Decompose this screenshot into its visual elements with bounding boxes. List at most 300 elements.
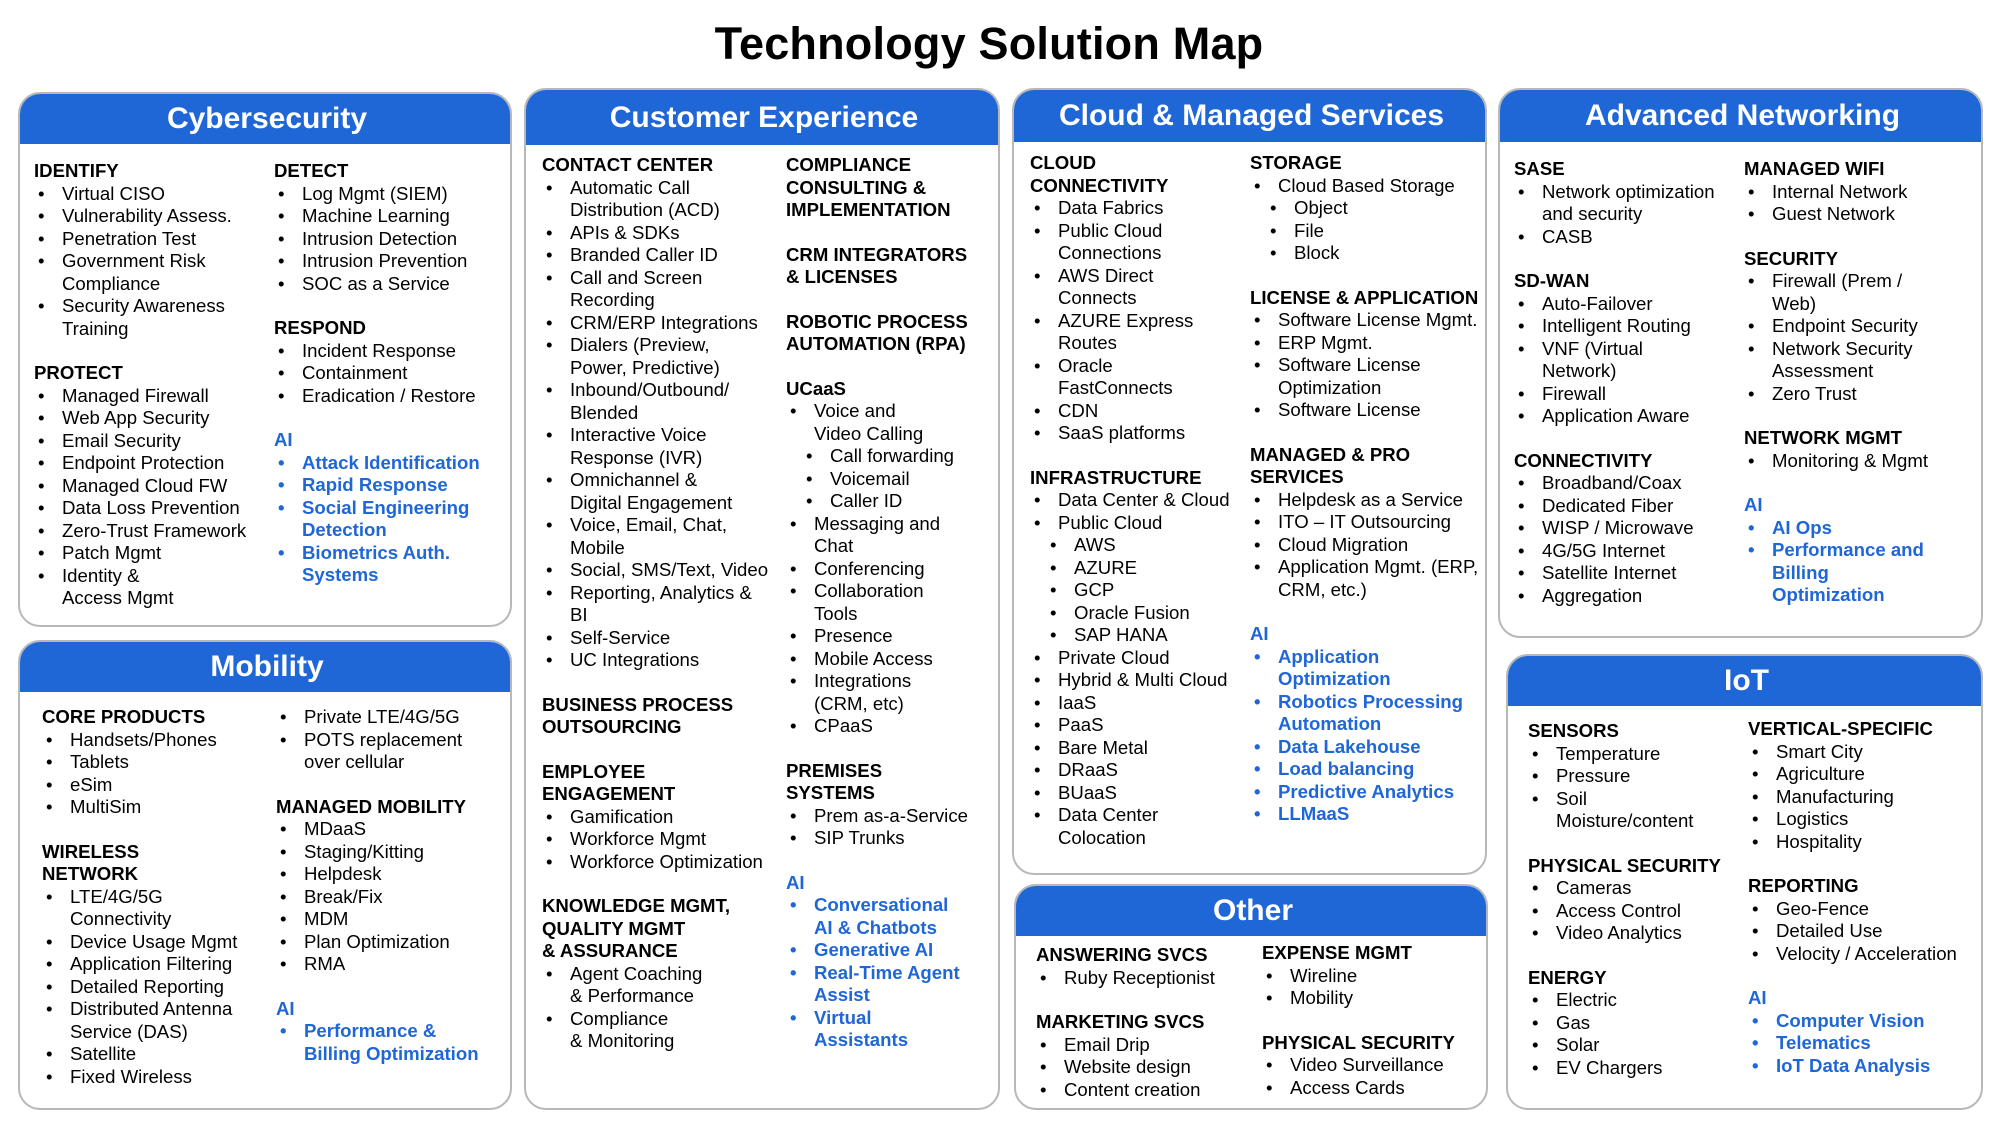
list-item [276,863,510,886]
bullet-icon: • [806,490,813,511]
panel-iot-column-2 [1748,718,1983,1077]
list-item [274,273,510,296]
section-robotic-process-automation-rpa [786,311,1000,356]
panel-header-advanced-networking: Advanced Networking [1500,90,1983,142]
panel-other-column-2 [1262,942,1488,1099]
bullet-icon: • [1532,787,1539,809]
bullet-icon: • [546,805,553,827]
list-item [1528,1034,1746,1057]
list-item [1514,472,1744,495]
sub-list-item [786,490,1000,513]
list-item-text: Security Awareness Training [62,295,225,339]
bullet-icon: • [1518,584,1525,606]
list-item-text: Solar [1556,1034,1600,1055]
list-item [42,774,274,797]
bullet-icon: • [278,227,285,249]
list-item [1748,763,1983,786]
bullet-icon: • [1266,1076,1273,1098]
section-heading: STORAGE [1250,152,1342,173]
list-item [42,886,274,931]
panel-cybersecurity [18,92,512,627]
list-item [1030,692,1248,715]
bullet-icon: • [1040,1078,1047,1100]
list-item [1030,489,1248,512]
bullet-icon: • [1034,354,1041,376]
list-item [1744,338,1983,383]
section-heading: CONNECTIVITY [1514,449,1653,471]
bullet-icon: • [280,863,287,884]
bullet-list [274,340,510,408]
bullet-list [42,729,274,819]
list-item-text: Government Risk Compliance [62,250,206,294]
bullet-icon: • [278,362,285,383]
section-heading: SD-WAN [1514,270,1590,291]
bullet-icon: • [1034,714,1041,735]
list-item-text: Social, SMS/Text, Video [570,559,769,580]
list-item [1514,315,1744,338]
list-item-text: Managed Firewall [62,384,209,406]
list-item-text: Voice, Email, Chat, Mobile [570,514,728,558]
section-respond [274,317,510,407]
list-item-text: CRM/ERP Integrations [570,311,758,333]
bullet-list [1744,517,1983,607]
bullet-icon: • [1518,225,1525,247]
list-item [1744,517,1983,540]
panel-iot-column-1 [1528,720,1746,1079]
list-item [1528,788,1746,833]
bullet-icon: • [46,1043,53,1064]
list-item-text: Access Cards [1290,1076,1405,1098]
list-item [1528,900,1746,923]
list-item [542,627,782,650]
list-item-text: Software License Mgmt. [1278,309,1478,330]
bullet-icon: • [790,670,797,691]
list-item [1250,758,1487,781]
bullet-icon: • [1518,562,1525,583]
bullet-list [42,886,274,1089]
bullet-list [1514,293,1744,428]
bullet-icon: • [46,1065,53,1087]
list-item-text: Satellite [70,1043,137,1064]
list-item-text: Attack Identification [302,451,480,473]
list-item-text: Firewall [1542,382,1607,404]
bullet-list [1250,489,1487,602]
bullet-icon: • [1518,337,1525,359]
bullet-icon: • [1040,966,1047,988]
sub-list-item [1250,242,1487,265]
list-item-text: Identity & Access Mgmt [62,564,174,608]
list-item-text: Handsets/Phones [70,728,217,750]
list-item-text: Application Filtering [70,953,233,974]
bullet-icon: • [1254,803,1261,824]
bullet-icon: • [1532,989,1539,1010]
list-item-text: Predictive Analytics [1278,780,1455,802]
bullet-icon: • [1532,742,1539,764]
list-item-text: Web App Security [62,407,210,428]
list-item [276,1020,510,1065]
list-item [542,267,782,312]
bullet-icon: • [38,429,45,451]
bullet-icon: • [546,469,553,490]
list-item [42,953,274,976]
list-item-text: MDaaS [304,818,367,839]
list-item-text: Voice and Video Calling [814,400,924,444]
bullet-icon: • [1748,516,1755,538]
list-item [274,362,510,385]
list-item [276,953,510,976]
bullet-list [542,806,782,874]
list-item [274,452,510,475]
bullet-icon: • [1034,197,1041,218]
list-item-text: Inbound/Outbound/ Blended [570,379,730,423]
list-item-text: BUaaS [1058,781,1117,803]
list-item-text: Velocity / Acceleration [1776,942,1957,964]
panel-header-mobility: Mobility [20,642,512,692]
list-item-text: Caller ID [830,490,903,511]
list-item-text: Messaging and Chat [814,512,941,556]
list-item-text: 4G/5G Internet [1542,539,1665,561]
section-heading: PHYSICAL SECURITY [1262,1031,1455,1053]
list-item-text: Guest Network [1772,203,1895,224]
bullet-icon: • [790,1006,797,1028]
section-heading: PROTECT [34,362,123,383]
list-item [42,796,274,819]
list-item-text: IaaS [1058,691,1097,713]
list-item-text: Call and Screen Recording [570,266,703,310]
bullet-list [276,1020,510,1065]
section-storage [1250,152,1487,265]
list-item [1262,987,1488,1010]
list-item [34,475,264,498]
list-item [42,976,274,999]
list-item-text: Email Security [62,429,181,451]
bullet-icon: • [38,452,45,473]
section-section [276,706,510,774]
list-item [1748,898,1983,921]
list-item-text: Log Mgmt (SIEM) [302,182,448,204]
bullet-icon: • [280,953,287,974]
list-item-text: Bare Metal [1058,736,1148,758]
bullet-icon: • [38,564,45,586]
bullet-icon: • [1752,808,1759,829]
section-business-process-outsourcing [542,694,782,739]
list-item-text: Endpoint Protection [62,452,225,473]
bullet-icon: • [46,796,53,817]
bullet-list [274,452,510,587]
panel-header-cloud-managed: Cloud & Managed Services [1014,90,1487,142]
bullet-list [274,183,510,296]
list-item [786,962,1000,1007]
bullet-icon: • [1050,624,1057,645]
list-item [542,1008,782,1053]
bullet-icon: • [1752,785,1759,807]
list-item-text: Network optimization and security [1542,180,1715,224]
list-item-text: Interactive Voice Response (IVR) [570,424,707,468]
list-item [274,497,510,542]
section-heading: INFRASTRUCTURE [1030,466,1202,488]
list-item-text: POTS replacement over cellular [304,728,463,772]
section-heading: DETECT [274,160,349,181]
list-item [786,827,1000,850]
bullet-icon: • [1748,203,1755,224]
section-heading: CLOUD CONNECTIVITY [1030,152,1169,196]
list-item [1528,989,1746,1012]
bullet-icon: • [546,962,553,984]
bullet-icon: • [546,424,553,445]
bullet-icon: • [790,580,797,601]
bullet-icon: • [546,176,553,198]
list-item-text: Staging/Kitting [304,840,424,862]
bullet-list [1744,450,1983,473]
list-item [1262,1077,1488,1100]
section-heading: BUSINESS PROCESS OUTSOURCING [542,693,734,737]
list-item [1748,920,1983,943]
section-heading: MANAGED MOBILITY [276,795,467,817]
list-item [1514,585,1744,608]
list-item [1250,511,1487,534]
list-item-text: AI Ops [1772,516,1832,538]
list-item-text: Data Center & Cloud [1058,489,1230,510]
list-item [42,1066,274,1089]
panel-header-other: Other [1016,886,1488,936]
bullet-list [1748,1010,1983,1078]
bullet-icon: • [1254,735,1261,757]
section-sase [1514,158,1744,248]
list-item-text: Biometrics Auth. Systems [302,541,451,585]
list-item [1250,736,1487,759]
list-item-text: Block [1294,242,1340,263]
list-item-text: Data Loss Prevention [62,497,240,518]
section-vertical-specific [1748,718,1983,853]
list-item [276,886,510,909]
list-item-text: Vulnerability Assess. [62,205,232,226]
list-item [274,250,510,273]
panel-mobility [18,640,512,1110]
bullet-icon: • [1034,736,1041,758]
panel-customer-experience-column-2 [786,154,1000,1052]
list-item [1744,539,1983,607]
list-item-text: Monitoring & Mgmt [1772,449,1929,471]
bullet-icon: • [1752,830,1759,852]
list-item [1744,270,1983,315]
list-item-text: UC Integrations [570,649,700,670]
bullet-icon: • [46,751,53,772]
page-title: Technology Solution Map [714,18,1264,69]
bullet-icon: • [1254,399,1261,420]
bullet-icon: • [1518,494,1525,516]
bullet-icon: • [38,295,45,316]
section-managed-mobility [276,796,510,976]
list-item [1744,450,1983,473]
list-item-text: Geo-Fence [1776,897,1870,919]
list-item-text: Automatic Call Distribution (ACD) [570,176,720,220]
list-item-text: Email Drip [1064,1033,1150,1055]
list-item-text: Penetration Test [62,227,197,249]
list-item [1748,786,1983,809]
list-item [1250,556,1487,601]
sub-list-item [1030,579,1248,602]
bullet-icon: • [1532,1056,1539,1078]
list-item [1748,1010,1983,1033]
list-item [42,751,274,774]
bullet-icon: • [1034,804,1041,825]
list-item [1030,512,1248,535]
list-item [1030,220,1248,265]
bullet-icon: • [280,930,287,952]
section-heading: KNOWLEDGE MGMT, QUALITY MGMT & ASSURANCE [542,895,730,961]
sub-list-item [1030,534,1248,557]
section-employee-engagement [542,761,782,874]
bullet-list [1262,965,1488,1010]
list-item-text: Detailed Reporting [70,975,225,997]
list-item [34,205,264,228]
list-item-text: AZURE Express Routes [1058,309,1194,353]
list-item-text: Video Surveillance [1290,1054,1444,1075]
bullet-icon: • [1752,740,1759,762]
list-item [1030,265,1248,310]
list-item [1744,383,1983,406]
list-item [34,520,264,543]
list-item [274,183,510,206]
list-item-text: Software License Optimization [1278,354,1421,398]
bullet-icon: • [46,930,53,952]
list-item-text: Dedicated Fiber [1542,494,1674,516]
section-answering-svcs [1036,944,1252,989]
bullet-icon: • [1532,922,1539,943]
list-item-text: Reporting, Analytics & BI [570,581,752,625]
list-item-text: Load balancing [1278,758,1415,779]
bullet-icon: • [1532,765,1539,786]
section-protect [34,362,264,610]
list-item-text: Incident Response [302,339,457,361]
bullet-icon: • [1034,511,1041,533]
list-item [1528,1012,1746,1035]
list-item [542,222,782,245]
bullet-icon: • [1518,405,1525,426]
section-connectivity [1514,450,1744,608]
list-item [274,340,510,363]
list-item [1030,400,1248,423]
list-item [542,851,782,874]
list-item [1514,293,1744,316]
list-item-text: Eradication / Restore [302,384,476,406]
bullet-icon: • [1270,197,1277,218]
list-item [276,908,510,931]
bullet-icon: • [546,266,553,288]
list-item-text: Gas [1556,1011,1591,1033]
list-item-text: LLMaaS [1278,803,1350,824]
list-item [786,715,1000,738]
list-item [1262,965,1488,988]
list-item [786,625,1000,648]
section-infrastructure [1030,467,1248,850]
list-item [1250,803,1487,826]
list-item [786,939,1000,962]
bullet-list [276,818,510,976]
list-item-text: Internal Network [1772,180,1908,202]
bullet-icon: • [278,474,285,495]
list-item [42,931,274,954]
list-item [34,295,264,340]
list-item-text: Conversational AI & Chatbots [814,894,949,938]
list-item [1030,804,1248,849]
bullet-icon: • [790,894,797,915]
bullet-list [1748,741,1983,854]
list-item [542,582,782,627]
list-item-text: Presence [814,625,893,646]
list-item-text: VNF (Virtual Network) [1542,337,1643,381]
bullet-icon: • [546,221,553,243]
bullet-icon: • [280,885,287,907]
list-item-text: Omnichannel & Digital Engagement [570,469,733,513]
section-heading: AI [1744,494,1763,515]
sub-list-item [1250,197,1487,220]
section-heading: AI [274,429,293,450]
bullet-icon: • [1748,337,1755,359]
panel-customer-experience [524,88,1000,1110]
list-item-text: Machine Learning [302,205,450,226]
bullet-icon: • [790,647,797,669]
list-item-text: Satellite Internet [1542,562,1677,583]
list-item [274,474,510,497]
section-ucaas [786,378,1000,738]
list-item-text: CDN [1058,399,1099,421]
list-item-text: Robotics Processing Automation [1278,690,1463,734]
list-item [1514,383,1744,406]
bullet-icon: • [1254,488,1261,510]
list-item [542,806,782,829]
bullet-icon: • [546,514,553,535]
list-item [542,469,782,514]
bullet-icon: • [546,244,553,265]
bullet-icon: • [1050,534,1057,555]
section-heading: SECURITY [1744,247,1839,269]
bullet-icon: • [1266,987,1273,1008]
bullet-icon: • [1518,472,1525,493]
bullet-icon: • [38,474,45,496]
bullet-icon: • [1518,292,1525,314]
list-item-text: Distributed Antenna Service (DAS) [70,998,233,1042]
sub-list-item [786,468,1000,491]
list-item-text: Zero Trust [1772,382,1857,404]
section-license-application [1250,287,1487,422]
list-item-text: ITO – IT Outsourcing [1278,511,1451,532]
list-item [1262,1054,1488,1077]
list-item-text: AZURE [1074,556,1138,578]
list-item [1036,1034,1252,1057]
bullet-icon: • [278,250,285,271]
section-heading: LICENSE & APPLICATION [1250,286,1479,308]
list-item-text: Access Control [1556,899,1682,921]
section-cloud-connectivity [1030,152,1248,445]
list-item [1030,422,1248,445]
panel-cloud-managed-column-2 [1250,152,1487,826]
bullet-icon: • [1034,264,1041,286]
bullet-list [1514,181,1744,249]
list-item-text: Application Optimization [1278,645,1391,689]
list-item [276,931,510,954]
list-item [1250,646,1487,691]
bullet-list [1262,1054,1488,1099]
list-item-text: Virtual Assistants [814,1006,909,1050]
bullet-icon: • [1034,691,1041,713]
list-item [274,205,510,228]
section-core-products [42,706,274,819]
bullet-icon: • [790,625,797,646]
list-item-text: Oracle Fusion [1074,601,1190,623]
list-item-text: CPaaS [814,715,873,736]
bullet-icon: • [546,1007,553,1029]
